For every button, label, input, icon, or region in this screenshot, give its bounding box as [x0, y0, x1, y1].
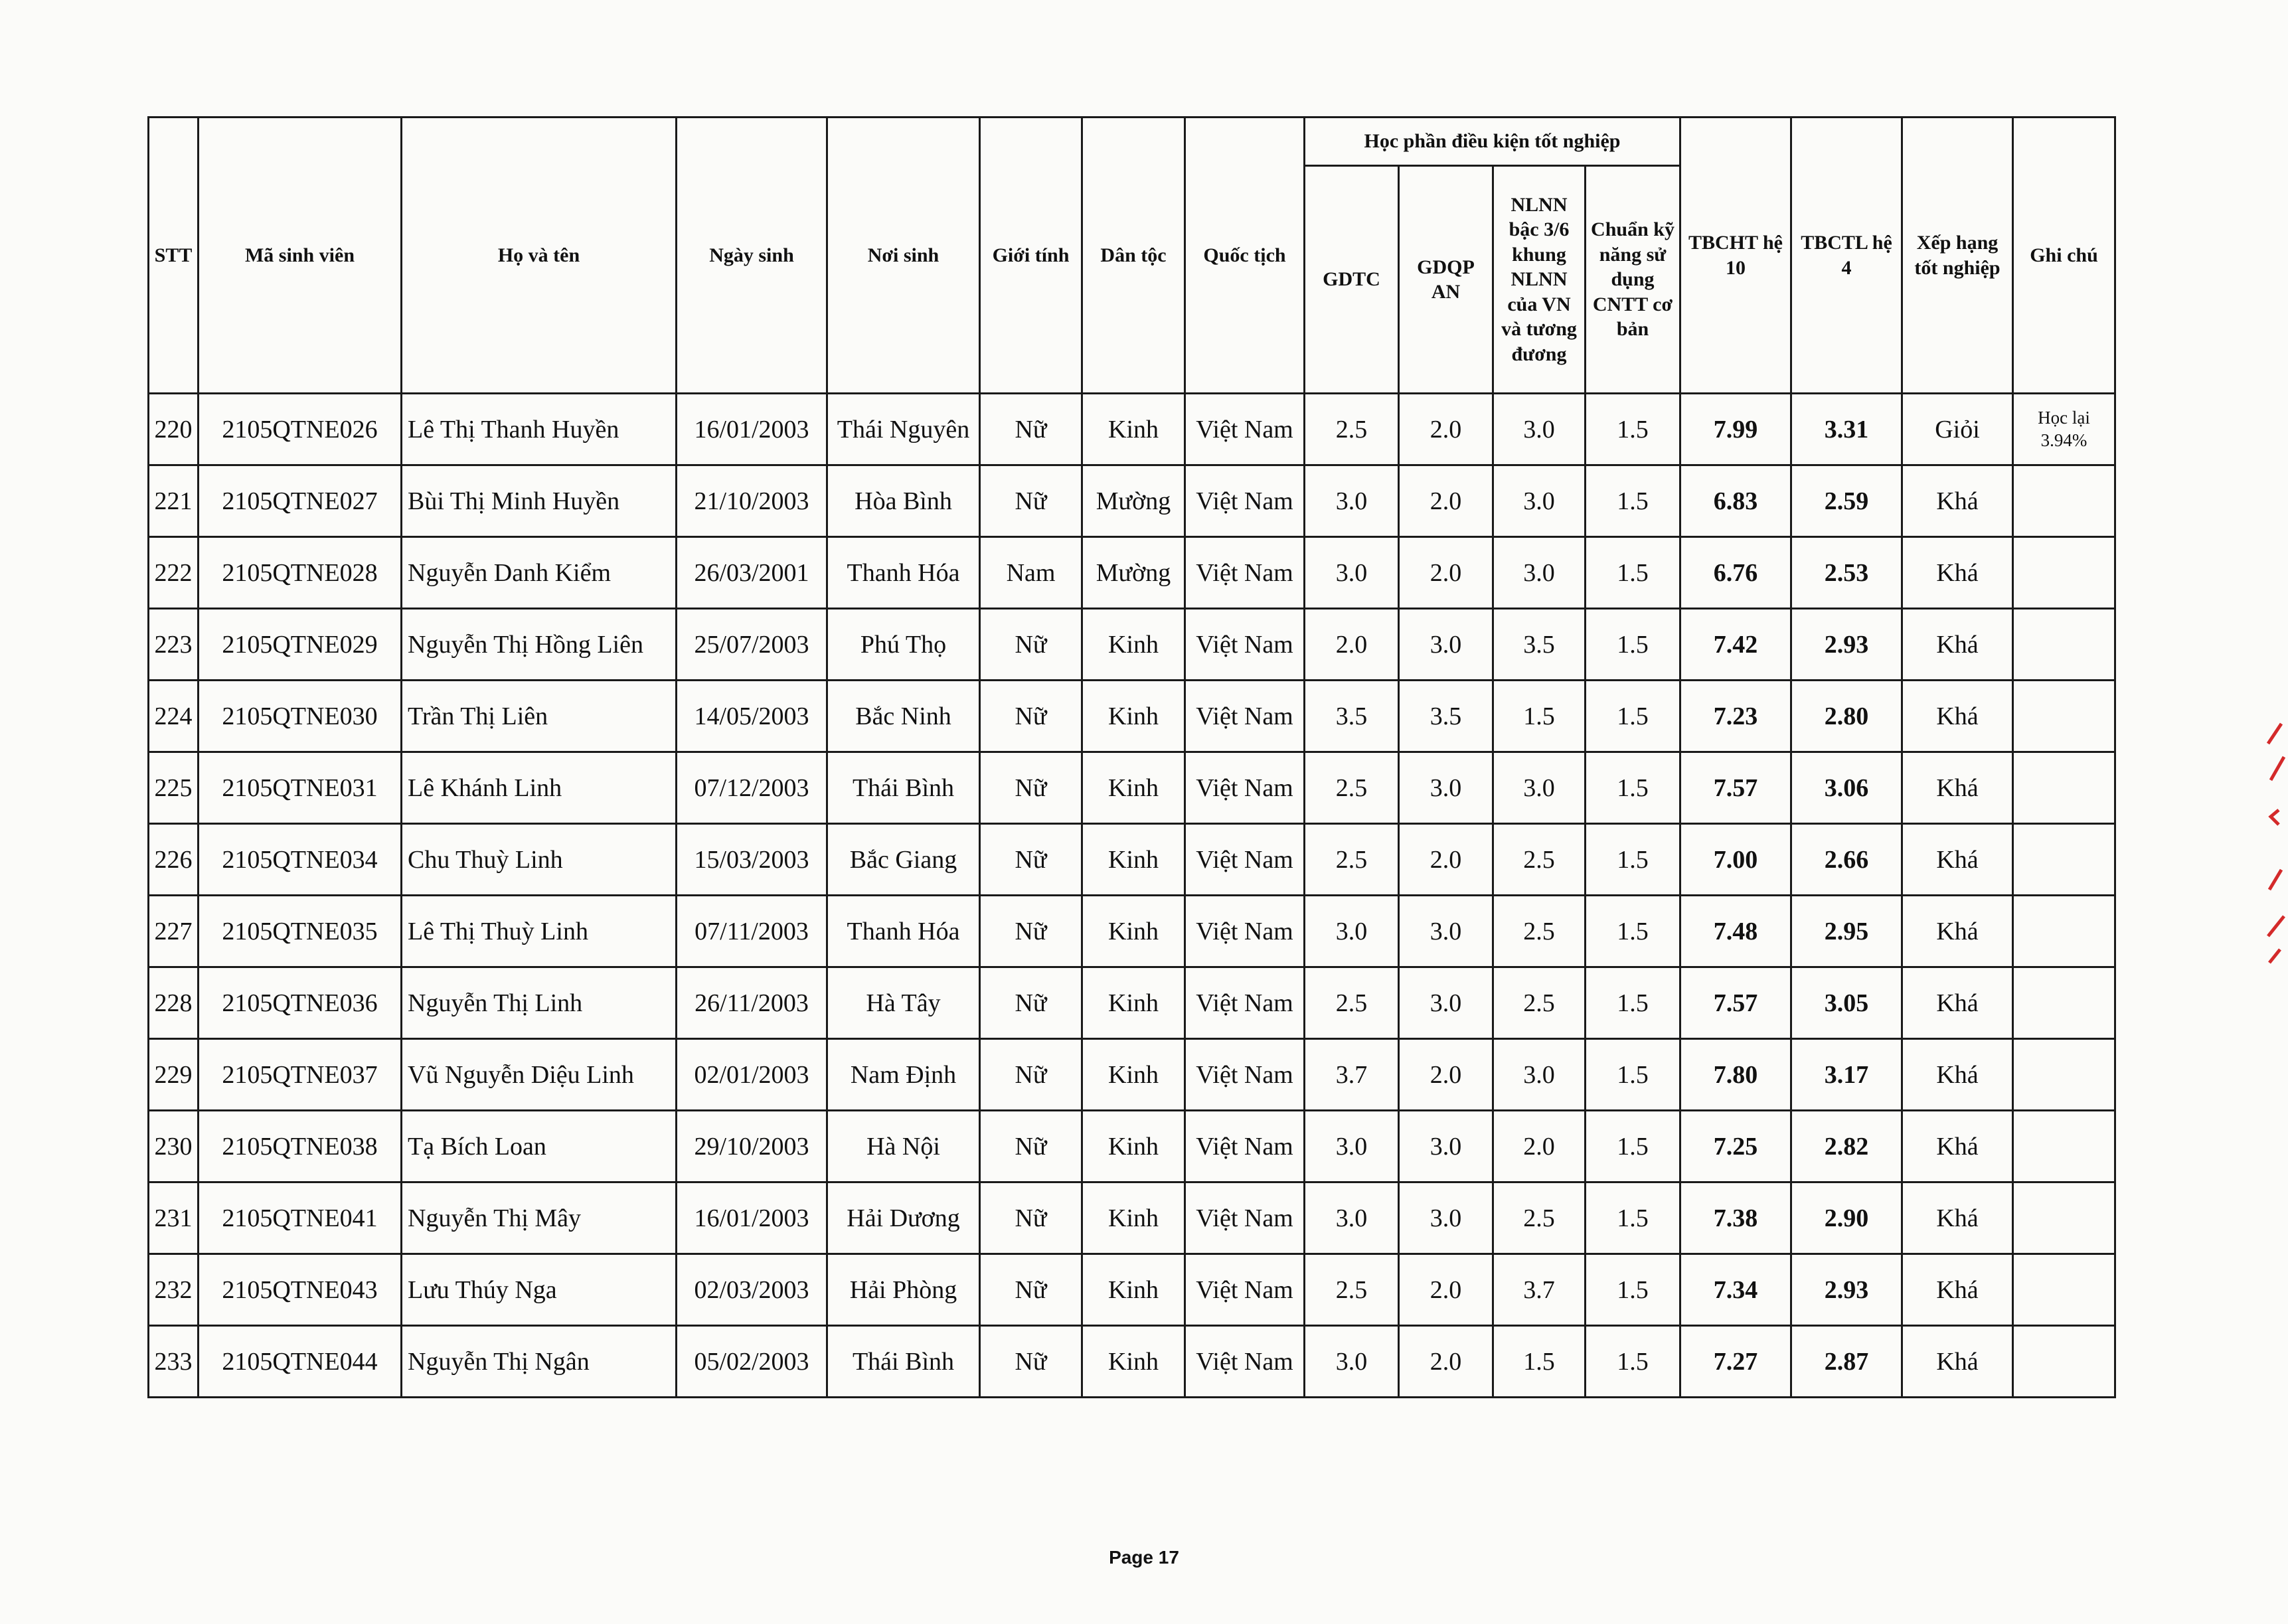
cell-notes	[2013, 394, 2115, 465]
cell-birth-place: Hải Dương	[827, 1182, 980, 1254]
cell-nationality: Việt Nam	[1185, 394, 1305, 465]
cell-birth-date: 07/12/2003	[677, 752, 827, 824]
cell-birth-date: 21/10/2003	[677, 465, 827, 537]
cell-gdqp: 2.0	[1399, 1326, 1493, 1398]
cell-gdqp: 3.0	[1399, 896, 1493, 967]
cell-gdqp: 2.0	[1399, 465, 1493, 537]
cell-it-skills: 1.5	[1586, 1326, 1680, 1398]
header-gdqp: GDQP AN	[1399, 166, 1493, 394]
header-gdtc: GDTC	[1305, 166, 1399, 394]
cell-gdtc: 3.7	[1305, 1039, 1399, 1111]
cell-birth-place: Thái Nguyên	[827, 394, 980, 465]
cell-notes	[2013, 1111, 2115, 1182]
cell-stt: 228	[149, 967, 199, 1039]
table-row	[149, 824, 2115, 896]
header-full-name: Họ và tên	[402, 118, 677, 394]
cell-gender: Nữ	[980, 394, 1082, 465]
cell-gpa-10: 7.27	[1680, 1326, 1791, 1398]
cell-birth-date: 15/03/2003	[677, 824, 827, 896]
header-gpa-4: TBCTL hệ 4	[1791, 118, 1902, 394]
cell-ranking: Khá	[1902, 1039, 2013, 1111]
cell-it-skills: 1.5	[1586, 824, 1680, 896]
cell-gpa-10: 6.76	[1680, 537, 1791, 609]
cell-it-skills: 1.5	[1586, 752, 1680, 824]
cell-notes	[2013, 537, 2115, 609]
cell-it-skills: 1.5	[1586, 967, 1680, 1039]
cell-gdqp: 3.5	[1399, 681, 1493, 752]
cell-student-id: 2105QTNE035	[199, 896, 402, 967]
cell-nationality: Việt Nam	[1185, 896, 1305, 967]
cell-birth-date: 14/05/2003	[677, 681, 827, 752]
cell-nationality: Việt Nam	[1185, 1254, 1305, 1326]
cell-stt: 232	[149, 1254, 199, 1326]
cell-nationality: Việt Nam	[1185, 824, 1305, 896]
cell-gdtc: 2.5	[1305, 752, 1399, 824]
cell-gdtc: 3.0	[1305, 896, 1399, 967]
cell-birth-date: 25/07/2003	[677, 609, 827, 681]
cell-student-id: 2105QTNE034	[199, 824, 402, 896]
cell-notes	[2013, 896, 2115, 967]
cell-gdqp: 3.0	[1399, 967, 1493, 1039]
cell-gpa-4: 2.87	[1791, 1326, 1902, 1398]
header-stt: STT	[149, 118, 199, 394]
cell-gender: Nữ	[980, 465, 1082, 537]
cell-gdqp: 3.0	[1399, 1182, 1493, 1254]
cell-gpa-4: 3.06	[1791, 752, 1902, 824]
cell-language: 3.5	[1493, 609, 1586, 681]
cell-stt: 220	[149, 394, 199, 465]
cell-full-name: Chu Thuỳ Linh	[402, 824, 677, 896]
table-row	[149, 752, 2115, 824]
cell-gdtc: 3.0	[1305, 1182, 1399, 1254]
table-row	[149, 394, 2115, 465]
cell-gender: Nữ	[980, 681, 1082, 752]
header-ethnicity: Dân tộc	[1082, 118, 1185, 394]
cell-birth-date: 02/01/2003	[677, 1039, 827, 1111]
cell-student-id: 2105QTNE030	[199, 681, 402, 752]
cell-notes	[2013, 1039, 2115, 1111]
cell-language: 2.0	[1493, 1111, 1586, 1182]
cell-stt: 226	[149, 824, 199, 896]
header-notes: Ghi chú	[2013, 118, 2115, 394]
cell-gpa-4: 2.59	[1791, 465, 1902, 537]
cell-notes	[2013, 681, 2115, 752]
cell-gdtc: 3.0	[1305, 1111, 1399, 1182]
cell-gender: Nữ	[980, 1039, 1082, 1111]
cell-gender: Nữ	[980, 1111, 1082, 1182]
cell-student-id: 2105QTNE037	[199, 1039, 402, 1111]
cell-it-skills: 1.5	[1586, 537, 1680, 609]
cell-gender: Nữ	[980, 752, 1082, 824]
cell-birth-date: 07/11/2003	[677, 896, 827, 967]
cell-birth-date: 16/01/2003	[677, 394, 827, 465]
cell-ethnicity: Kinh	[1082, 752, 1185, 824]
cell-birth-date: 02/03/2003	[677, 1254, 827, 1326]
cell-ethnicity: Kinh	[1082, 681, 1185, 752]
cell-nationality: Việt Nam	[1185, 609, 1305, 681]
cell-full-name: Nguyễn Thị Mây	[402, 1182, 677, 1254]
cell-gdqp: 2.0	[1399, 1254, 1493, 1326]
cell-gpa-4: 2.53	[1791, 537, 1902, 609]
header-birth-date: Ngày sinh	[677, 118, 827, 394]
cell-stt: 227	[149, 896, 199, 967]
table-row	[149, 1326, 2115, 1398]
cell-ethnicity: Kinh	[1082, 824, 1185, 896]
cell-birth-place: Hòa Bình	[827, 465, 980, 537]
cell-ranking: Khá	[1902, 1182, 2013, 1254]
cell-language: 3.0	[1493, 537, 1586, 609]
cell-birth-place: Thanh Hóa	[827, 896, 980, 967]
cell-gpa-4: 2.80	[1791, 681, 1902, 752]
cell-full-name: Trần Thị Liên	[402, 681, 677, 752]
cell-gdtc: 3.5	[1305, 681, 1399, 752]
cell-student-id: 2105QTNE026	[199, 394, 402, 465]
cell-stt: 225	[149, 752, 199, 824]
cell-stt: 229	[149, 1039, 199, 1111]
cell-gpa-10: 7.57	[1680, 967, 1791, 1039]
cell-it-skills: 1.5	[1586, 609, 1680, 681]
cell-ethnicity: Kinh	[1082, 394, 1185, 465]
cell-birth-place: Bắc Ninh	[827, 681, 980, 752]
table-header	[149, 118, 2115, 394]
header-language: NLNN bậc 3/6 khung NLNN của VN và tương đương	[1493, 166, 1586, 394]
cell-language: 2.5	[1493, 967, 1586, 1039]
cell-gpa-10: 7.38	[1680, 1182, 1791, 1254]
cell-gdtc: 3.0	[1305, 1326, 1399, 1398]
cell-ethnicity: Kinh	[1082, 609, 1185, 681]
cell-gpa-4: 3.05	[1791, 967, 1902, 1039]
cell-it-skills: 1.5	[1586, 1111, 1680, 1182]
cell-ranking: Khá	[1902, 967, 2013, 1039]
cell-gdtc: 3.0	[1305, 537, 1399, 609]
cell-it-skills: 1.5	[1586, 1182, 1680, 1254]
cell-gdqp: 3.0	[1399, 752, 1493, 824]
cell-stt: 222	[149, 537, 199, 609]
cell-full-name: Lê Thị Thuỳ Linh	[402, 896, 677, 967]
cell-gpa-10: 7.48	[1680, 896, 1791, 967]
cell-nationality: Việt Nam	[1185, 1182, 1305, 1254]
cell-language: 1.5	[1493, 1326, 1586, 1398]
cell-gdqp: 2.0	[1399, 394, 1493, 465]
cell-birth-place: Thái Bình	[827, 752, 980, 824]
cell-stt: 233	[149, 1326, 199, 1398]
cell-birth-place: Thái Bình	[827, 1326, 980, 1398]
cell-ranking: Khá	[1902, 824, 2013, 896]
cell-gdqp: 3.0	[1399, 609, 1493, 681]
cell-full-name: Nguyễn Thị Linh	[402, 967, 677, 1039]
table-row	[149, 465, 2115, 537]
cell-notes	[2013, 1182, 2115, 1254]
cell-full-name: Nguyễn Thị Hồng Liên	[402, 609, 677, 681]
cell-nationality: Việt Nam	[1185, 1039, 1305, 1111]
cell-gdtc: 2.5	[1305, 967, 1399, 1039]
cell-gdtc: 2.5	[1305, 1254, 1399, 1326]
cell-birth-date: 16/01/2003	[677, 1182, 827, 1254]
cell-gpa-4: 2.95	[1791, 896, 1902, 967]
cell-birth-date: 26/11/2003	[677, 967, 827, 1039]
cell-gpa-10: 7.57	[1680, 752, 1791, 824]
cell-gpa-4: 2.93	[1791, 1254, 1902, 1326]
cell-gpa-10: 7.23	[1680, 681, 1791, 752]
table-row	[149, 1254, 2115, 1326]
cell-ranking: Giỏi	[1902, 394, 2013, 465]
cell-gpa-4: 2.66	[1791, 824, 1902, 896]
cell-birth-place: Hà Tây	[827, 967, 980, 1039]
cell-student-id: 2105QTNE027	[199, 465, 402, 537]
header-gender: Giới tính	[980, 118, 1082, 394]
cell-gdqp: 2.0	[1399, 1039, 1493, 1111]
header-ranking: Xếp hạng tốt nghiệp	[1902, 118, 2013, 394]
red-stamp-edge	[2261, 717, 2288, 969]
cell-gpa-10: 7.80	[1680, 1039, 1791, 1111]
cell-student-id: 2105QTNE044	[199, 1326, 402, 1398]
cell-gender: Nữ	[980, 1182, 1082, 1254]
cell-stt: 221	[149, 465, 199, 537]
cell-notes	[2013, 824, 2115, 896]
header-birth-place: Nơi sinh	[827, 118, 980, 394]
cell-gender: Nữ	[980, 824, 1082, 896]
cell-notes	[2013, 967, 2115, 1039]
cell-ethnicity: Kinh	[1082, 1039, 1185, 1111]
cell-nationality: Việt Nam	[1185, 465, 1305, 537]
cell-full-name: Nguyễn Danh Kiểm	[402, 537, 677, 609]
cell-gdtc: 2.5	[1305, 394, 1399, 465]
cell-language: 2.5	[1493, 896, 1586, 967]
cell-gender: Nữ	[980, 609, 1082, 681]
cell-ranking: Khá	[1902, 465, 2013, 537]
cell-gender: Nữ	[980, 967, 1082, 1039]
cell-birth-place: Nam Định	[827, 1039, 980, 1111]
cell-stt: 231	[149, 1182, 199, 1254]
cell-full-name: Lê Khánh Linh	[402, 752, 677, 824]
cell-ranking: Khá	[1902, 752, 2013, 824]
cell-notes	[2013, 752, 2115, 824]
cell-full-name: Tạ Bích Loan	[402, 1111, 677, 1182]
cell-birth-date: 05/02/2003	[677, 1326, 827, 1398]
cell-gender: Nữ	[980, 896, 1082, 967]
table-row	[149, 967, 2115, 1039]
cell-ethnicity: Kinh	[1082, 967, 1185, 1039]
cell-student-id: 2105QTNE041	[199, 1182, 402, 1254]
cell-student-id: 2105QTNE043	[199, 1254, 402, 1326]
cell-stt: 230	[149, 1111, 199, 1182]
table-row	[149, 609, 2115, 681]
cell-language: 1.5	[1493, 681, 1586, 752]
cell-ranking: Khá	[1902, 681, 2013, 752]
cell-gpa-4: 2.93	[1791, 609, 1902, 681]
cell-birth-date: 29/10/2003	[677, 1111, 827, 1182]
cell-notes	[2013, 609, 2115, 681]
cell-it-skills: 1.5	[1586, 1039, 1680, 1111]
cell-language: 2.5	[1493, 1182, 1586, 1254]
cell-language: 3.7	[1493, 1254, 1586, 1326]
cell-birth-place: Thanh Hóa	[827, 537, 980, 609]
cell-ranking: Khá	[1902, 537, 2013, 609]
cell-ranking: Khá	[1902, 609, 2013, 681]
cell-student-id: 2105QTNE028	[199, 537, 402, 609]
cell-full-name: Lưu Thúy Nga	[402, 1254, 677, 1326]
cell-full-name: Vũ Nguyễn Diệu Linh	[402, 1039, 677, 1111]
table-row	[149, 896, 2115, 967]
header-student-id: Mã sinh viên	[199, 118, 402, 394]
cell-language: 3.0	[1493, 1039, 1586, 1111]
cell-gender: Nữ	[980, 1254, 1082, 1326]
table-row	[149, 681, 2115, 752]
cell-notes	[2013, 1254, 2115, 1326]
cell-nationality: Việt Nam	[1185, 1326, 1305, 1398]
cell-ethnicity: Kinh	[1082, 1111, 1185, 1182]
cell-birth-place: Bắc Giang	[827, 824, 980, 896]
cell-gdtc: 2.0	[1305, 609, 1399, 681]
cell-notes	[2013, 1326, 2115, 1398]
table-row	[149, 1182, 2115, 1254]
cell-ethnicity: Kinh	[1082, 1326, 1185, 1398]
cell-nationality: Việt Nam	[1185, 967, 1305, 1039]
cell-ethnicity: Kinh	[1082, 1182, 1185, 1254]
cell-ranking: Khá	[1902, 1326, 2013, 1398]
cell-notes	[2013, 465, 2115, 537]
cell-gpa-10: 7.99	[1680, 394, 1791, 465]
cell-full-name: Nguyễn Thị Ngân	[402, 1326, 677, 1398]
cell-ethnicity: Kinh	[1082, 896, 1185, 967]
cell-full-name: Bùi Thị Minh Huyền	[402, 465, 677, 537]
cell-gpa-10: 6.83	[1680, 465, 1791, 537]
page-number: Page 17	[1109, 1547, 1179, 1568]
cell-it-skills: 1.5	[1586, 896, 1680, 967]
cell-student-id: 2105QTNE031	[199, 752, 402, 824]
cell-stt: 224	[149, 681, 199, 752]
cell-it-skills: 1.5	[1586, 1254, 1680, 1326]
cell-student-id: 2105QTNE036	[199, 967, 402, 1039]
cell-nationality: Việt Nam	[1185, 752, 1305, 824]
cell-gpa-10: 7.00	[1680, 824, 1791, 896]
cell-gdtc: 2.5	[1305, 824, 1399, 896]
cell-gpa-4: 2.82	[1791, 1111, 1902, 1182]
cell-it-skills: 1.5	[1586, 465, 1680, 537]
header-nationality: Quốc tịch	[1185, 118, 1305, 394]
cell-nationality: Việt Nam	[1185, 537, 1305, 609]
header-gpa-10: TBCHT hệ 10	[1680, 118, 1791, 394]
header-graduation-conditions: Học phần điều kiện tốt nghiệp	[1305, 118, 1680, 166]
cell-gpa-4: 2.90	[1791, 1182, 1902, 1254]
cell-language: 2.5	[1493, 824, 1586, 896]
cell-gender: Nữ	[980, 1326, 1082, 1398]
cell-ethnicity: Kinh	[1082, 1254, 1185, 1326]
cell-ranking: Khá	[1902, 1254, 2013, 1326]
cell-gdtc: 3.0	[1305, 465, 1399, 537]
cell-ranking: Khá	[1902, 1111, 2013, 1182]
cell-birth-place: Phú Thọ	[827, 609, 980, 681]
cell-birth-date: 26/03/2001	[677, 537, 827, 609]
cell-nationality: Việt Nam	[1185, 1111, 1305, 1182]
cell-gdqp: 3.0	[1399, 1111, 1493, 1182]
cell-gender: Nam	[980, 537, 1082, 609]
note-line-2: 3.94%	[2040, 430, 2087, 450]
cell-birth-place: Hải Phòng	[827, 1254, 980, 1326]
cell-ethnicity: Mường	[1082, 537, 1185, 609]
cell-gpa-4: 3.17	[1791, 1039, 1902, 1111]
cell-nationality: Việt Nam	[1185, 681, 1305, 752]
cell-ranking: Khá	[1902, 896, 2013, 967]
cell-full-name: Lê Thị Thanh Huyền	[402, 394, 677, 465]
note-line-1: Học lại	[2038, 407, 2090, 428]
table-row	[149, 537, 2115, 609]
cell-it-skills: 1.5	[1586, 681, 1680, 752]
cell-birth-place: Hà Nội	[827, 1111, 980, 1182]
cell-gdqp: 2.0	[1399, 824, 1493, 896]
cell-gpa-10: 7.42	[1680, 609, 1791, 681]
cell-gdqp: 2.0	[1399, 537, 1493, 609]
cell-ethnicity: Mường	[1082, 465, 1185, 537]
cell-student-id: 2105QTNE038	[199, 1111, 402, 1182]
table-body	[149, 394, 2115, 1398]
cell-it-skills: 1.5	[1586, 394, 1680, 465]
table-row	[149, 1039, 2115, 1111]
cell-language: 3.0	[1493, 752, 1586, 824]
cell-student-id: 2105QTNE029	[199, 609, 402, 681]
cell-gpa-10: 7.25	[1680, 1111, 1791, 1182]
cell-gpa-10: 7.34	[1680, 1254, 1791, 1326]
graduation-list-table	[147, 116, 2116, 1398]
table-row	[149, 1111, 2115, 1182]
cell-stt: 223	[149, 609, 199, 681]
cell-language: 3.0	[1493, 394, 1586, 465]
cell-gpa-4: 3.31	[1791, 394, 1902, 465]
cell-language: 3.0	[1493, 465, 1586, 537]
header-it-skills: Chuẩn kỹ năng sử dụng CNTT cơ bản	[1586, 166, 1680, 394]
